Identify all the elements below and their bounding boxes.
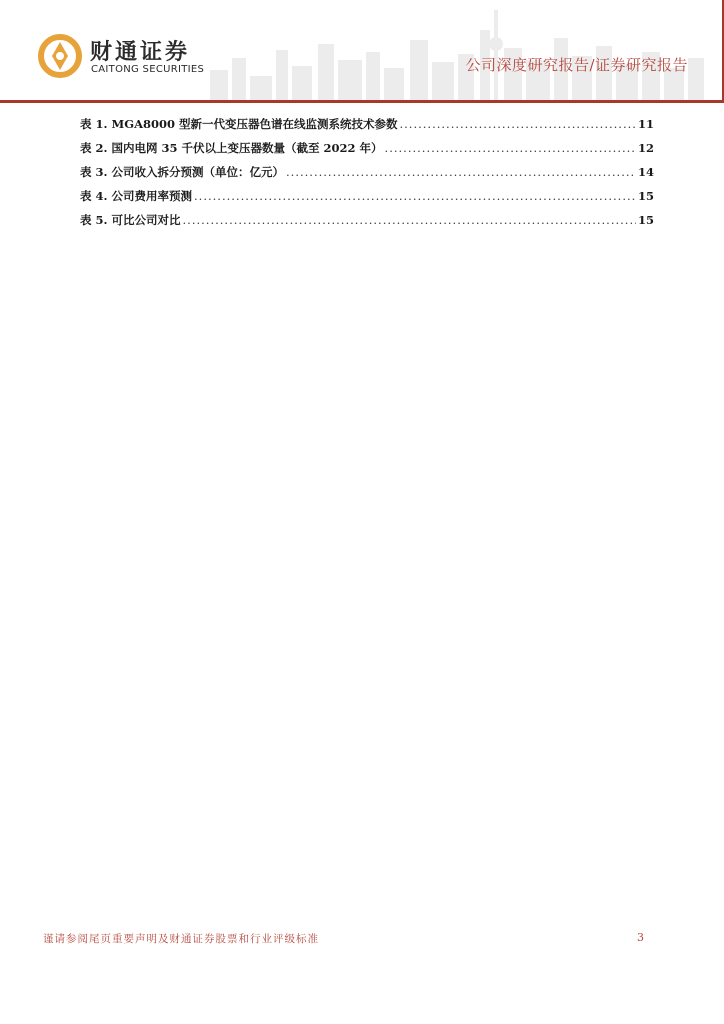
toc-entry[interactable] <box>80 112 654 136</box>
toc-entry-label: 表 1. MGA8000 型新一代变压器色谱在线监测系统技术参数 <box>80 117 398 131</box>
logo-english-name: CAITONG SECURITIES <box>91 64 205 75</box>
toc-entry-page: 14 <box>637 165 654 179</box>
logo-chinese-name: 财通证券 <box>90 40 191 65</box>
toc-leader-dots <box>400 112 636 136</box>
toc-entry[interactable] <box>80 160 654 184</box>
toc-entry[interactable] <box>80 208 654 232</box>
toc-leader-dots <box>194 184 636 208</box>
toc-entry-label: 表 4. 公司费用率预测 <box>80 189 193 203</box>
toc-entry-label: 表 3. 公司收入拆分预测（单位：亿元） <box>80 165 285 179</box>
toc-entry-page: 15 <box>637 189 654 203</box>
toc-entry-label: 表 5. 可比公司对比 <box>80 213 181 227</box>
toc-entry-label: 表 2. 国内电网 35 千伏以上变压器数量（截至 2022 年） <box>80 141 383 155</box>
page-number: 3 <box>637 931 644 944</box>
footer-disclaimer: 谨请参阅尾页重要声明及财通证券股票和行业评级标准 <box>43 933 319 945</box>
toc-leader-dots <box>183 208 636 232</box>
company-logo <box>38 34 218 78</box>
caitong-emblem-icon <box>38 34 82 78</box>
page-header <box>0 0 724 106</box>
toc-entry[interactable] <box>80 136 654 160</box>
toc-leader-dots <box>286 160 636 184</box>
toc-entry-page: 12 <box>637 141 654 155</box>
table-of-tables <box>80 112 654 232</box>
toc-entry-page: 11 <box>637 117 654 131</box>
toc-entry-page: 15 <box>637 213 654 227</box>
header-divider <box>0 100 724 103</box>
toc-leader-dots <box>385 136 636 160</box>
report-type-label: 公司深度研究报告/证券研究报告 <box>465 56 688 74</box>
toc-entry[interactable] <box>80 184 654 208</box>
